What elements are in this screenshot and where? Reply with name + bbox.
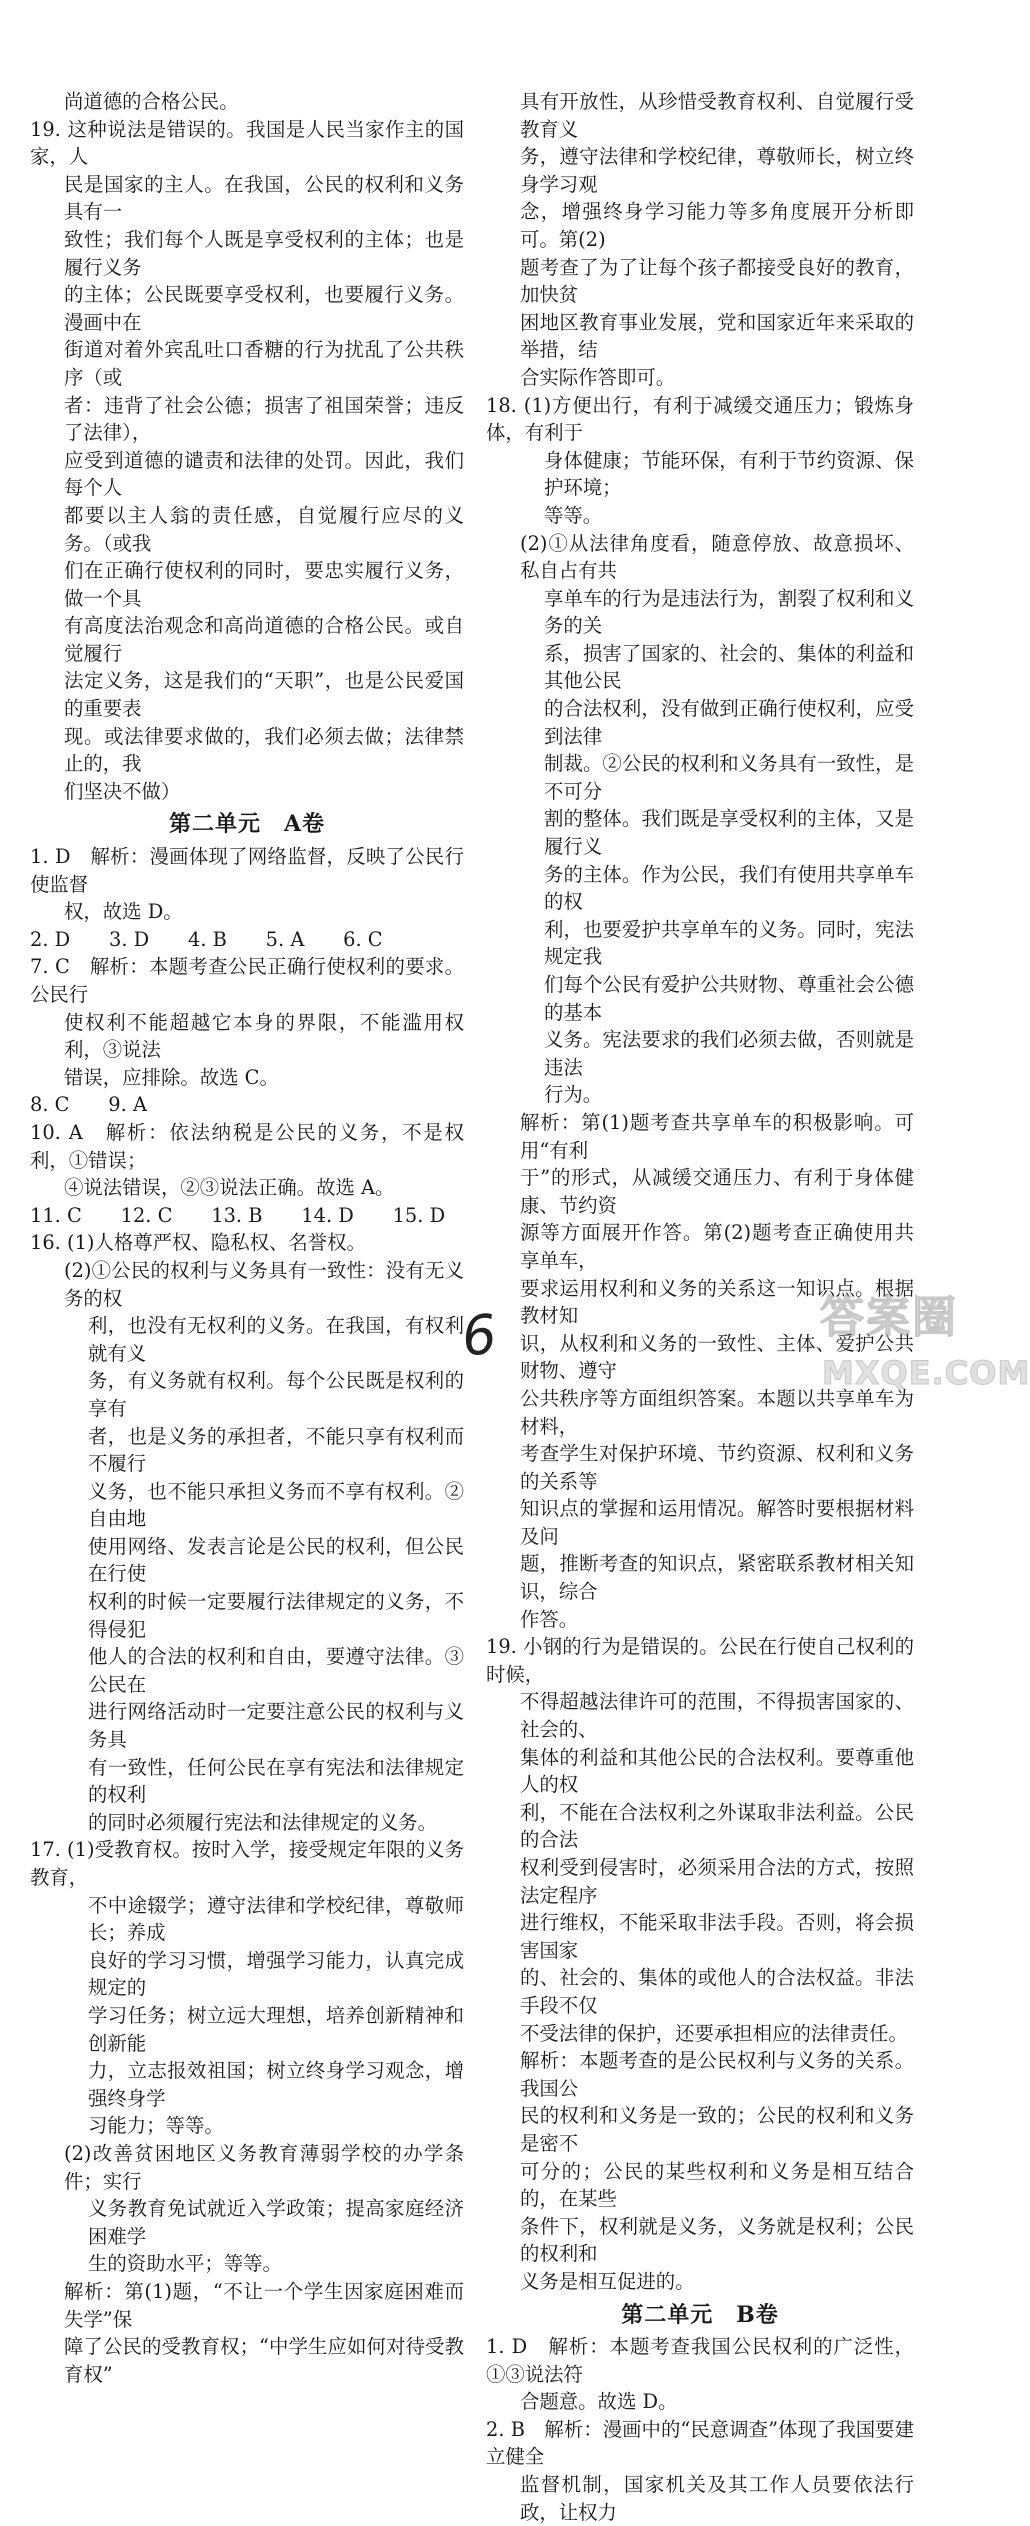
- text-line: 们每个公民有爱护公共财物、尊重社会公德的基本: [544, 973, 914, 1024]
- answer-17-analysis: [30, 2278, 464, 2388]
- text-line: 尚道德的合格公民。: [64, 90, 239, 113]
- text-line: 利，不能在合法权利之外谋取非法利益。公民的合法: [520, 1800, 914, 1852]
- text-line: 念，增强终身学习能力等多角度展开分析即可。第(2): [520, 200, 914, 251]
- text-line: 务，遵守法律和学校纪律，尊敬师长，树立终身学习观: [520, 145, 914, 196]
- text-line: 的同时必须履行宪法和法律规定的义务。: [88, 1810, 438, 1834]
- text-line: 良好的学习习惯，增强学习能力，认真完成规定的: [88, 1948, 464, 2000]
- text-line: 现。或法律要求做的，我们必须去做；法律禁止的，我: [64, 724, 464, 776]
- text-line: 行为。: [544, 1083, 603, 1107]
- text-line: 有高度法治观念和高尚道德的合格公民。或自觉履行: [64, 614, 464, 665]
- answer-19-analysis: [486, 2047, 914, 2295]
- text-line: 系，损害了国家的、社会的、集体的利益和其他公民: [544, 641, 914, 693]
- text-line: 解析：第(1)题考查共享单车的积极影响。可用“有利: [520, 1110, 914, 1162]
- answer-16-2: [30, 1257, 464, 1836]
- text-line: 要求运用权利和义务的关系这一知识点。根据教材知: [520, 1276, 914, 1328]
- text-line: 19. 小钢的行为是错误的。公民在行使自己权利的时候，: [486, 1635, 914, 1686]
- text-line: 义务，也不能只承担义务而不享有权利。②自由地: [88, 1479, 464, 1531]
- text-line: 题考查了为了让每个孩子都接受良好的教育，加快贫: [520, 255, 914, 307]
- text-line: 权，故选 D。: [64, 900, 183, 924]
- answer-17-analysis-continued: [486, 88, 914, 392]
- text-line: 2. B 解析：漫画中的“民意调查”体现了我国要建立健全: [486, 2417, 914, 2469]
- section-heading: 第二单元 B卷: [621, 2301, 779, 2328]
- text-line: 合题意。故选 D。: [520, 2390, 678, 2414]
- answer-17-2: [30, 2140, 464, 2278]
- text-line: 不受法律的保护，还要承担相应的法律责任。: [520, 2021, 908, 2045]
- text-line: 集体的利益和其他公民的合法权利。要尊重他人的权: [520, 1745, 914, 1797]
- text-line: 8. C 9. A: [30, 1093, 147, 1117]
- text-line: 困地区教育事业发展，党和国家近年来采取的举措，结: [520, 310, 914, 362]
- watermark-text: 答案圈: [820, 1292, 958, 1343]
- text-line: 可分的；公民的某些权利和义务是相互结合的，在某些: [520, 2159, 914, 2211]
- text-line: 进行网络活动时一定要注意公民的权利与义务具: [88, 1700, 464, 1752]
- text-line: 者：违背了社会公德；损害了祖国荣誉；违反了法律），: [64, 393, 464, 445]
- text-line: 民的权利和义务是一致的；公民的权利和义务是密不: [520, 2104, 914, 2155]
- text-line: 17. (1)受教育权。按时入学，接受规定年限的义务教育，: [30, 1838, 464, 1889]
- text-line: 条件下，权利就是义务，义务就是权利；公民的权利和: [520, 2214, 914, 2266]
- left-column: [30, 88, 464, 2388]
- answer-19-right: [486, 1633, 914, 2047]
- text-line: 监督机制，国家机关及其工作人员要依法行政，让权力: [520, 2473, 914, 2524]
- text-line: 识，从权利和义务的一致性、主体、爱护公共财物、遵守: [520, 1331, 914, 1383]
- text-line: (2)改善贫困地区义务教育薄弱学校的办学条件；实行: [64, 2141, 464, 2193]
- text-line: 他人的合法的权利和自由，要遵守法律。③公民在: [88, 1645, 464, 1696]
- text-line: 力，立志报效祖国；树立终身学习观念，增强终身学: [88, 2059, 464, 2110]
- text-line: 生的资助水平；等等。: [88, 2252, 282, 2276]
- text-line: 解析：第(1)题，“不让一个学生因家庭困难而失学”保: [64, 2279, 464, 2331]
- text-line: 具有开放性，从珍惜受教育权利、自觉履行受教育义: [520, 90, 914, 141]
- text-line: 7. C 解析：本题考查公民正确行使权利的要求。公民行: [30, 955, 464, 1006]
- text-line: 作答。: [520, 1607, 579, 1631]
- text-line: 使用网络、发表言论是公民的权利，但公民在行使: [88, 1534, 464, 1586]
- text-line: 制裁。②公民的权利和义务具有一致性，是不可分: [544, 752, 914, 803]
- section-heading: 第二单元 A卷: [168, 811, 326, 838]
- text-line: 义务是相互促进的。: [520, 2269, 695, 2293]
- text-line: (2)①公民的权利与义务具有一致性：没有无义务的权: [64, 1258, 464, 1310]
- text-line: 不得超越法律许可的范围，不得损害国家的、社会的、: [520, 1690, 914, 1742]
- text-line: 于”的形式，从减缓交通压力、有利于身体健康、节约资: [520, 1166, 914, 1217]
- text-line: 合实际作答即可。: [520, 365, 676, 389]
- text-line: 民是国家的主人。在我国，公民的权利和义务具有一: [64, 172, 464, 224]
- text-line: 的、社会的、集体的或他人的合法权益。非法手段不仅: [520, 1966, 914, 2017]
- text-line: 1. D 解析：漫画体现了网络监督，反映了公民行使监督: [30, 845, 464, 896]
- text-line: 使权利不能超越它本身的界限，不能滥用权利，③说法: [64, 1010, 464, 1062]
- text-line: 街道对着外宾乱吐口香糖的行为扰乱了公共秩序（或: [64, 338, 464, 389]
- text-line: 享单车的行为是违法行为，割裂了权利和义务的关: [544, 586, 914, 638]
- text-line: 们在正确行使权利的同时，要忠实履行义务，做一个具: [64, 559, 464, 610]
- text-line: 等等。: [544, 503, 603, 527]
- text-line: 权利受到侵害时，必须采用合法的方式，按照法定程序: [520, 1856, 914, 1907]
- text-line: 题，推断考查的知识点，紧密联系教材相关知识，综合: [520, 1552, 914, 1604]
- text-line: 有一致性，任何公民在享有宪法和法律规定的权利: [88, 1755, 464, 1807]
- text-line: 1. D 解析：本题考查我国公民权利的广泛性，①③说法符: [486, 2335, 914, 2386]
- text-line: 16. (1)人格尊严权、隐私权、名誉权。: [30, 1231, 366, 1255]
- text-line: 10. A 解析：依法纳税是公民的义务，不是权利，①错误；: [30, 1120, 464, 1172]
- text-line: (2)①从法律角度看，随意停放、故意损坏、私自占有共: [520, 531, 914, 583]
- answer-17-1: [30, 1836, 464, 2140]
- text-line: 19. 这种说法是错误的。我国是人民当家作主的国家，人: [30, 117, 464, 169]
- text-line: 义务。宪法要求的我们必须去做，否则就是违法: [544, 1028, 914, 1079]
- text-line: 的主体；公民既要享受权利，也要履行义务。漫画中在: [64, 283, 464, 334]
- text-line: 11. C 12. C 13. B 14. D 15. D: [30, 1203, 446, 1227]
- text-line: 学习任务；树立远大理想，培养创新精神和创新能: [88, 2003, 464, 2055]
- text-line: 割的整体。我们既是享受权利的主体，又是履行义: [544, 807, 914, 859]
- text-line: 义务教育免试就近入学政策；提高家庭经济困难学: [88, 2197, 464, 2248]
- text-line: 源等方面展开作答。第(2)题考查正确使用共享单车，: [520, 1221, 914, 1272]
- text-line: 们坚决不做）: [64, 779, 181, 803]
- text-line: 权利的时候一定要履行法律规定的义务，不得侵犯: [88, 1590, 464, 1641]
- text-line: 进行维权，不能采取非法手段。否则，将会损害国家: [520, 1911, 914, 1962]
- text-line: 法定义务，这是我们的“天职”，也是公民爱国的重要表: [64, 669, 464, 721]
- text-line: 利，也没有无权利的义务。在我国，有权利就有义: [88, 1314, 464, 1365]
- text-line: 18. (1)方便出行，有利于减缓交通压力；锻炼身体，有利于: [486, 393, 914, 445]
- text-line: 务的主体。作为公民，我们有使用共享单车的权: [544, 862, 914, 914]
- text-line: 2. D 3. D 4. B 5. A 6. C: [30, 927, 383, 951]
- answer-18-2: [486, 530, 914, 1109]
- answer-19: [30, 116, 464, 806]
- text-line: 身体健康；节能环保，有利于节约资源、保护环境；: [544, 448, 914, 500]
- text-line: 利，也要爱护共享单车的义务。同时，宪法规定我: [544, 917, 914, 969]
- text-line: 应受到道德的谴责和法律的处罚。因此，我们每个人: [64, 448, 464, 500]
- text-line: 务，有义务就有权利。每个公民既是权利的享有: [88, 1369, 464, 1420]
- text-line: 者，也是义务的承担者，不能只享有权利而不履行: [88, 1424, 464, 1476]
- text-line: 知识点的掌握和运用情况。解答时要根据材料及问: [520, 1497, 914, 1548]
- page-number: 6: [458, 1302, 500, 1369]
- text-line: 的合法权利，没有做到正确行使权利，应受到法律: [544, 697, 914, 748]
- watermark-url: MXQE.COM: [822, 1354, 1030, 1392]
- text-line: 障了公民的受教育权；“中学生应如何对待受教育权”: [64, 2335, 464, 2386]
- text-line: 公共秩序等方面组织答案。本题以共享单车为材料，: [520, 1386, 914, 1438]
- text-line: ④说法错误，②③说法正确。故选 A。: [64, 1176, 395, 1200]
- text-line: 错误，应排除。故选 C。: [64, 1065, 279, 1089]
- text-line: 不中途辍学；遵守法律和学校纪律，尊敬师长；养成: [88, 1893, 464, 1945]
- text-line: 致性；我们每个人既是享受权利的主体；也是履行义务: [64, 227, 464, 279]
- text-line: 解析：本题考查的是公民权利与义务的关系。我国公: [520, 2049, 914, 2100]
- answer-18-1: [486, 392, 914, 530]
- text-line: 考查学生对保护环境、节约资源、权利和义务的关系等: [520, 1442, 914, 1493]
- text-line: 习能力；等等。: [88, 2114, 224, 2138]
- watermark-logo: [820, 1292, 1030, 1400]
- text-line: 都要以主人翁的责任感，自觉履行应尽的义务。（或我: [64, 503, 464, 555]
